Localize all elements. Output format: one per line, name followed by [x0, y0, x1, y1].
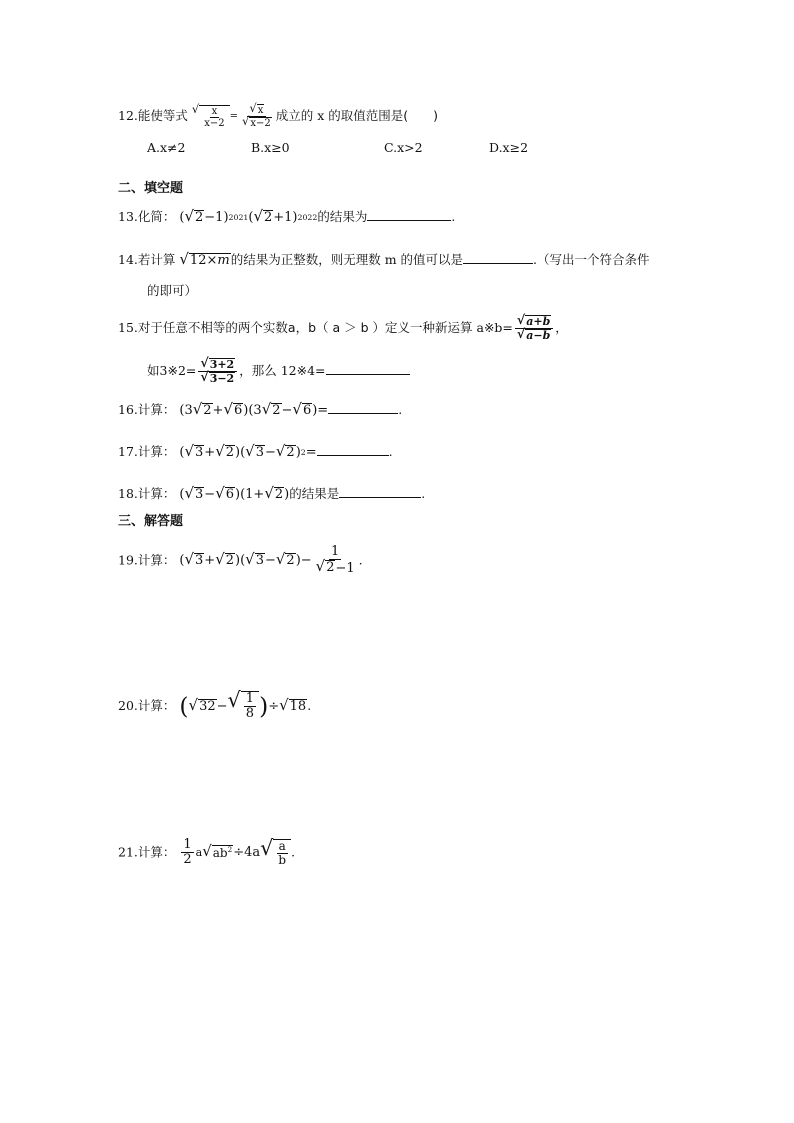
q12-stem-b: 成立的 [275, 108, 314, 123]
q15-line2-b: ，那么 [239, 363, 277, 379]
q12-number: 12. [118, 108, 138, 123]
q15-example-value: √ 3+2 √ 3−2 [196, 358, 239, 385]
q16-end: . [398, 402, 403, 417]
q15-example: 3※2= [159, 363, 197, 379]
q21-expression: $\frac{1}{2}$ a √ $ab^2$ ÷4a √ $\frac{a}{b}$ [179, 838, 291, 868]
q17-number: 17. [118, 444, 138, 459]
question-13 [118, 208, 455, 225]
q14-number: 14. [118, 252, 138, 267]
section-heading-solve: 三、解答题 [118, 514, 184, 529]
q14-var: m [384, 252, 397, 267]
q17-label: 计算： [137, 444, 176, 459]
q17-end: . [388, 444, 393, 459]
question-15: 15.对于任意不相等的两个实数a，b（ a ＞ b ）定义一种新运算 a※b= √ a+b √ a−b ， [118, 312, 568, 343]
question-18 [118, 485, 425, 502]
q18-number: 18. [118, 486, 138, 501]
question-19 [118, 545, 363, 577]
q18-expression: ( √ 3 − √ 6 )(1+ √ 2 ) [179, 484, 290, 503]
q18-label: 计算： [137, 486, 176, 501]
q21-number: 21. [118, 844, 138, 860]
q12-equation: √ $\frac{x}{x-2}$ = √ x √ x−2 [191, 101, 271, 129]
q20-label: 计算： [137, 697, 176, 713]
q19-number: 19. [118, 552, 138, 568]
q13-number: 13. [118, 209, 138, 224]
q12-option-d: D.x≥2 [489, 140, 529, 155]
q14-text-d: .（写出一个符合条件 [533, 252, 650, 267]
q20-expression: ( √ 32 − √ $\frac{1}{8}$ ) ÷ √ 18 [179, 688, 307, 722]
q16-answer-blank[interactable] [328, 401, 398, 414]
q14-text-e: 的即可） [147, 283, 198, 298]
q12-option-a: A.x≠2 [147, 140, 186, 155]
q18-tail: 的结果是 [289, 486, 340, 501]
q19-expression: ( √ 3 + √ 2 )( √ 3 − √ 2 )− 1 √ 2 −1 [179, 544, 355, 577]
q15-line2-a: 如 [147, 363, 160, 379]
q12-option-c: C.x>2 [384, 140, 423, 155]
q16-expression: (3 √ 2 + √ 6 )(3 √ 2 − √ 6 )= [179, 400, 329, 419]
q13-tail: 的结果为 [317, 209, 368, 224]
section-heading-fill-in: 二、填空题 [118, 181, 184, 196]
question-21 [118, 835, 296, 868]
q17-expression: ( √ 3 + √ 2 )( √ 3 − √ 2 ) 2 = [179, 442, 317, 461]
q14-text-a: 若计算 [137, 252, 176, 267]
question-20 [118, 688, 312, 722]
q20-end: . [307, 697, 312, 713]
q13-end: . [451, 209, 456, 224]
q16-number: 16. [118, 402, 138, 417]
q12-option-b: B.x≥0 [251, 140, 290, 155]
q13-answer-blank[interactable] [367, 208, 451, 221]
q15-answer-blank[interactable] [326, 362, 410, 375]
q17-answer-blank[interactable] [317, 443, 389, 456]
q15-ab: a，b（ a ＞ b ） [287, 320, 385, 336]
q15-ask: 12※4= [280, 363, 326, 379]
q19-end: . [358, 552, 363, 568]
question-14 [118, 251, 650, 268]
q15-text-a: 对于任意不相等的两个实数 [137, 320, 288, 336]
q18-end: . [421, 486, 426, 501]
question-12 [118, 101, 439, 129]
q21-end: . [291, 844, 296, 860]
q16-label: 计算： [137, 402, 176, 417]
q20-number: 20. [118, 697, 138, 713]
q15-op: a※b= [476, 320, 513, 336]
q19-label: 计算： [137, 552, 176, 568]
question-17 [118, 443, 393, 460]
question-16 [118, 401, 402, 418]
q18-answer-blank[interactable] [339, 485, 421, 498]
q14-expression: √ 12×m [179, 250, 230, 269]
q21-label: 计算： [137, 844, 176, 860]
q15-text-b: 定义一种新运算 [385, 320, 473, 336]
q14-text-b: 的结果为正整数，则无理数 [230, 252, 381, 267]
q12-var: x [317, 108, 325, 123]
q13-expression: ( √ 2 −1) 2021 ( √ 2 +1) 2022 [179, 207, 318, 226]
q15-number: 15. [118, 320, 138, 336]
q12-stem-a: 能使等式 [137, 108, 188, 123]
q15-line-2 [147, 355, 410, 386]
q12-paren: ( ) [403, 108, 439, 123]
q15-definition: √ a+b √ a−b [513, 315, 555, 342]
q12-stem-c: 的取值范围是 [328, 108, 404, 123]
q14-answer-blank[interactable] [463, 251, 533, 264]
q13-label: 化简： [137, 209, 176, 224]
q14-text-c: 的值可以是 [400, 252, 464, 267]
